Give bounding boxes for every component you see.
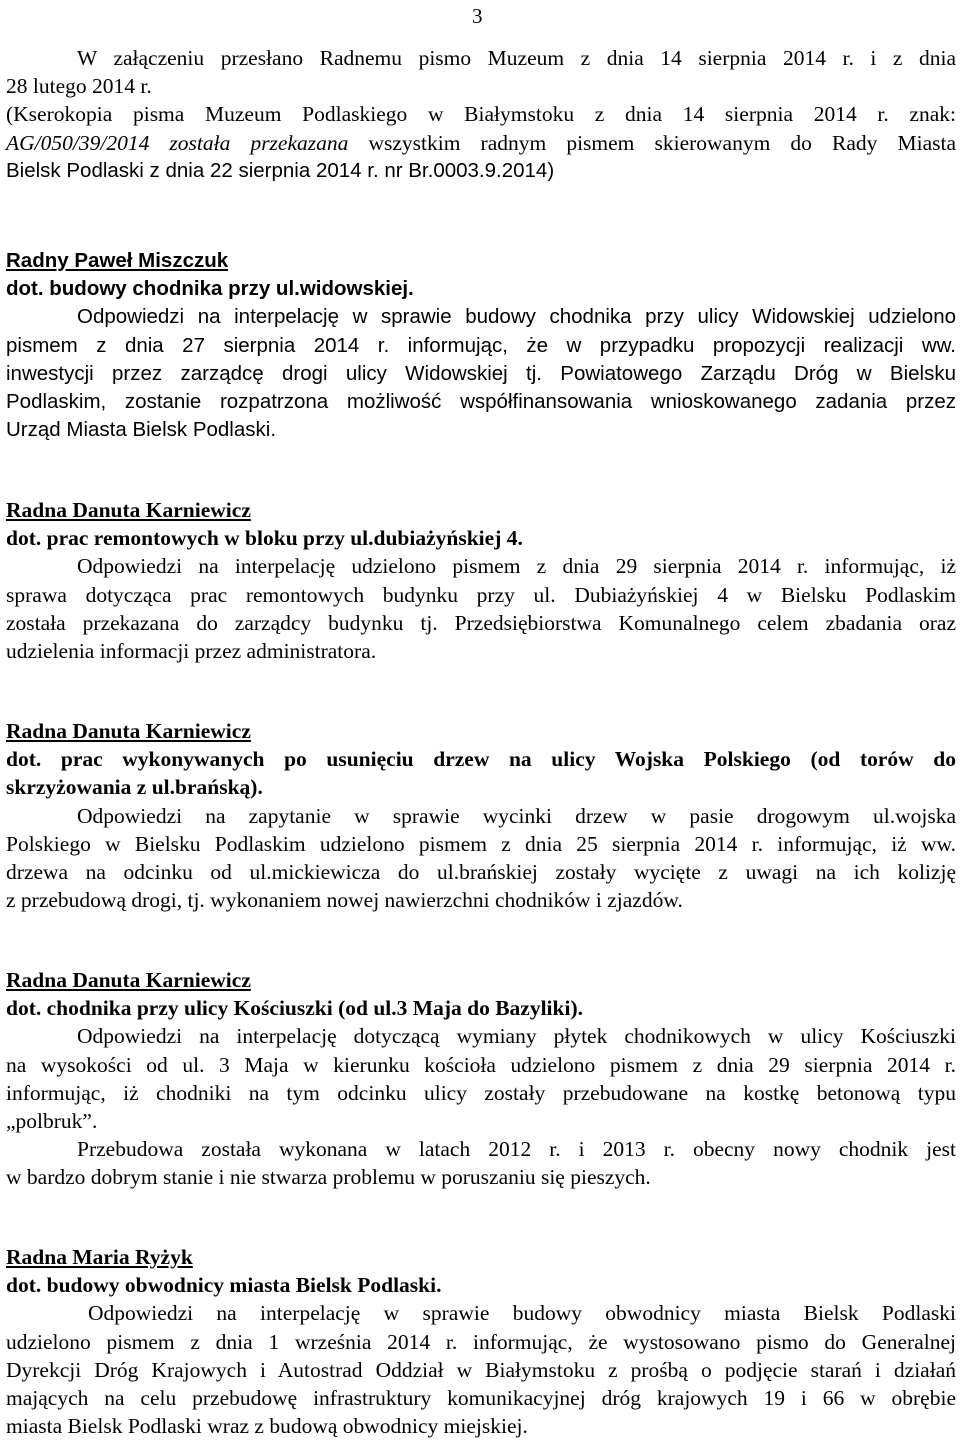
author-name: Radna Danuta Karniewicz: [6, 498, 251, 522]
author-name: Radna Danuta Karniewicz: [6, 968, 251, 992]
author-name: Radna Maria Ryżyk: [6, 1245, 193, 1269]
body-line: Odpowiedzi na interpelację udzielono pismem z dnia 29 sierpnia 2014 r. informując, iż: [77, 554, 956, 579]
page-number: 3: [472, 4, 483, 28]
body-line: Podlaskim, zostanie rozpatrzona możliwość współfinansowania wnioskowanego zadania przez: [6, 390, 956, 414]
subject-line: dot. budowy obwodnicy miasta Bielsk Podlaski.: [6, 1273, 442, 1298]
intro-line-1: W załączeniu przesłano Radnemu pismo Muzeum z dnia 14 sierpnia 2014 r. i z dnia: [77, 46, 956, 70]
body-line: Polskiego w Bielsku Podlaskim udzielono pismem z dnia 25 sierpnia 2014 r. informując, iż ww.: [6, 831, 956, 856]
body-line: Odpowiedzi na interpelację w sprawie budowy chodnika przy ulicy Widowskiej udzielono: [77, 305, 956, 329]
intro-line-3: (Kserokopia pisma Muzeum Podlaskiego w Białymstoku z dnia 14 sierpnia 2014 r. znak:: [6, 102, 956, 127]
body-line: została przekazana do zarządcy budynku tj. Przedsiębiorstwa Komunalnego celem zbadania oraz: [6, 610, 956, 635]
body-line: inwestycji przez zarządcę drogi ulicy Widowskiej tj. Powiatowego Zarządu Dróg w Bielsku: [6, 361, 956, 385]
body-line: mających na celu przebudowę infrastruktury komunikacyjnej dróg krajowych 19 i 66 w obrębie: [6, 1386, 956, 1411]
body-line: Urząd Miasta Bielsk Podlaski.: [6, 418, 277, 442]
body-line: na wysokości od ul. 3 Maja w kierunku kościoła udzielono pismem z dnia 29 sierpnia 2014 r.: [6, 1052, 956, 1077]
subject-line-2: skrzyżowania z ul.brańską).: [6, 775, 263, 800]
subject-line: dot. budowy chodnika przy ul.widowskiej.: [6, 277, 414, 301]
section-karniewicz-3: [6, 966, 956, 1192]
body-line: drzewa na odcinku od ul.mickiewicza do ul.brańskiej zostały wycięte z uwagi na ich kolizję: [6, 860, 956, 885]
body-line: z przebudową drogi, tj. wykonaniem nowej nawierzchni chodników i zjazdów.: [6, 888, 683, 913]
intro-line-2: 28 lutego 2014 r.: [6, 74, 152, 99]
section-karniewicz-1: [6, 496, 956, 665]
section-ryzyk: [6, 1243, 956, 1440]
body-line: informując, iż chodniki na tym odcinku ulicy zostały przebudowane na kostkę betonową typu: [6, 1080, 956, 1105]
body-line: „polbruk”.: [6, 1109, 98, 1134]
section-karniewicz-2: [6, 717, 956, 914]
body-line: miasta Bielsk Podlaski wraz z budową obwodnicy miejskiej.: [6, 1414, 528, 1439]
intro-line-4-italic: AG/050/39/2014 została przekazana: [6, 130, 349, 155]
intro-paragraph: [6, 44, 956, 185]
body-line: sprawa dotycząca prac remontowych budynku przy ul. Dubiażyńskiej 4 w Bielsku Podlaskim: [6, 582, 956, 607]
body-line: Odpowiedzi na interpelację w sprawie budowy obwodnicy miasta Bielsk Podlaski: [88, 1301, 956, 1326]
body-line: Odpowiedzi na zapytanie w sprawie wycinki drzew w pasie drogowym ul.wojska: [77, 803, 956, 828]
intro-line-4-rest: wszystkim radnym pismem skierowanym do Rady Miasta: [348, 130, 956, 155]
body-line: Przebudowa została wykonana w latach 2012 r. i 2013 r. obecny nowy chodnik jest: [77, 1137, 956, 1162]
body-line: Dyrekcji Dróg Krajowych i Autostrad Oddział w Białymstoku z prośbą o podjęcie starań i działań: [6, 1357, 956, 1382]
author-name: Radny Paweł Miszczuk: [6, 249, 229, 272]
author-name: Radna Danuta Karniewicz: [6, 719, 251, 743]
body-line: udzielenia informacji przez administratora.: [6, 639, 377, 664]
body-line: pismem z dnia 27 sierpnia 2014 r. informując, że w przypadku propozycji realizacji ww.: [6, 333, 956, 357]
subject-line-1: dot. prac wykonywanych po usunięciu drzew na ulicy Wojska Polskiego (od torów do: [6, 747, 956, 772]
body-line: Odpowiedzi na interpelację dotyczącą wymiany płytek chodnikowych w ulicy Kościuszki: [77, 1024, 956, 1049]
subject-line: dot. prac remontowych w bloku przy ul.dubiażyńskiej 4.: [6, 526, 523, 551]
body-line: w bardzo dobrym stanie i nie stwarza problemu w poruszaniu się pieszych.: [6, 1165, 651, 1190]
intro-line-5: Bielsk Podlaski z dnia 22 sierpnia 2014 r. nr Br.0003.9.2014): [6, 158, 555, 182]
body-line: udzielono pismem z dnia 1 września 2014 r. informując, że wystosowano pismo do Generalnej: [6, 1329, 956, 1354]
subject-line: dot. chodnika przy ulicy Kościuszki (od ul.3 Maja do Bazyliki).: [6, 996, 583, 1021]
section-miszczuk: [6, 247, 956, 444]
intro-line-4: [6, 129, 956, 157]
